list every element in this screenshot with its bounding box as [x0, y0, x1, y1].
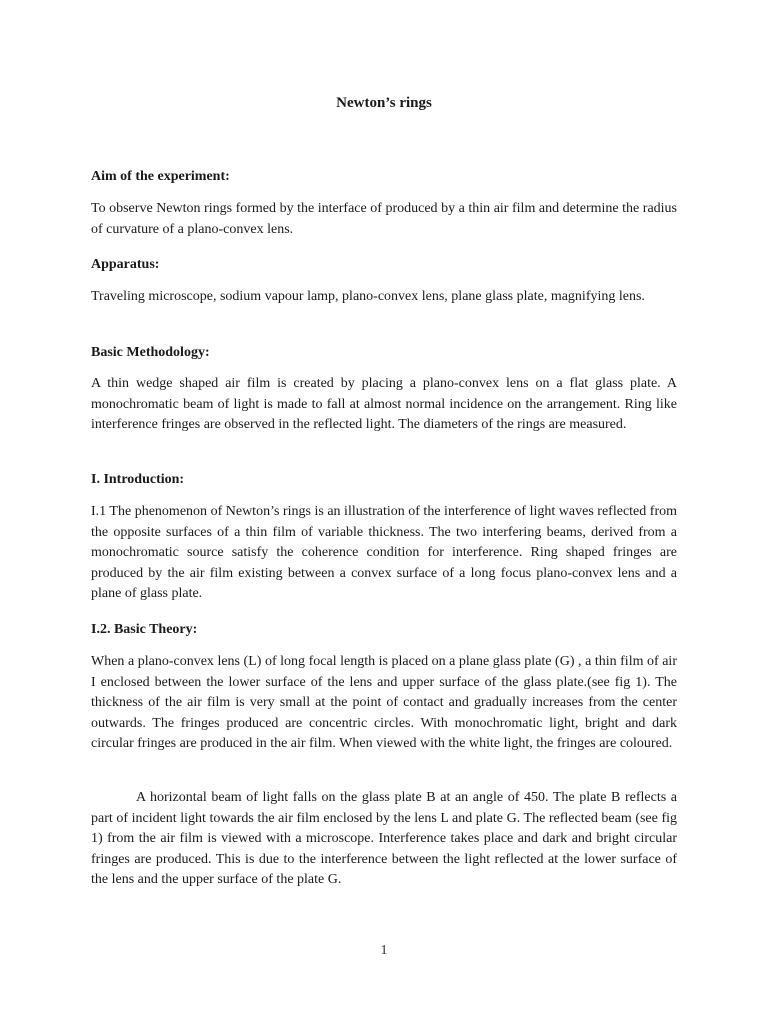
paragraph-introduction: I.1 The phenomenon of Newton’s rings is an illustration of the interference of light waves reflected from the opposite surfaces of a thin film of variable thickness. The two interfering beams, derived from a monochromatic source satisfy the coherence condition for interference. Ring shaped fringes are produced by the air film existing between a convex surface of a long focus plano-convex lens and a plane of glass plate. [91, 504, 677, 602]
paragraph-apparatus: Traveling microscope, sodium vapour lamp, plano-convex lens, plane glass plate, magnifying lens. [91, 289, 645, 304]
section-heading-introduction: I. Introduction: [91, 472, 185, 487]
paragraph-basic-theory-2: A horizontal beam of light falls on the glass plate B at an angle of 450. The plate B reflects a part of incident light towards the air film enclosed by the lens L and plate G. The reflected beam (see fig 1) from the air film is viewed with a microscope. Interference takes place and dark and bright circular fringes are produced. This is due to the interference between the light reflected at the lower surface of the lens and the upper surface of the plate G. [91, 790, 677, 888]
section-heading-apparatus: Apparatus: [91, 257, 160, 272]
page-number: 1 [380, 943, 388, 958]
paragraph-aim: To observe Newton rings formed by the interface of produced by a thin air film and determine the radius of curvature of a plano-convex lens. [91, 201, 677, 237]
section-heading-aim: Aim of the experiment: [91, 169, 230, 184]
paragraph-basic-theory-1: When a plano-convex lens (L) of long focal length is placed on a plane glass plate (G) , a thin film of air I enclosed between the lower surface of the lens and upper surface of the glass plate.(see fig 1). The thickness of the air film is very small at the point of contact and gradually increases from the center outwards. The fringes produced are concentric circles. With monochromatic light, bright and dark circular fringes are produced in the air film. When viewed with the white light, the fringes are coloured. [91, 654, 677, 752]
page-title: Newton’s rings [336, 95, 432, 111]
section-heading-basic-theory: I.2. Basic Theory: [91, 622, 198, 637]
section-heading-methodology: Basic Methodology: [91, 345, 210, 360]
paragraph-methodology: A thin wedge shaped air film is created by placing a plano-convex lens on a flat glass plate. A monochromatic beam of light is made to fall at almost normal incidence on the arrangement. Ring like interference fringes are observed in the reflected light. The diameters of the rings are measured. [91, 376, 677, 433]
